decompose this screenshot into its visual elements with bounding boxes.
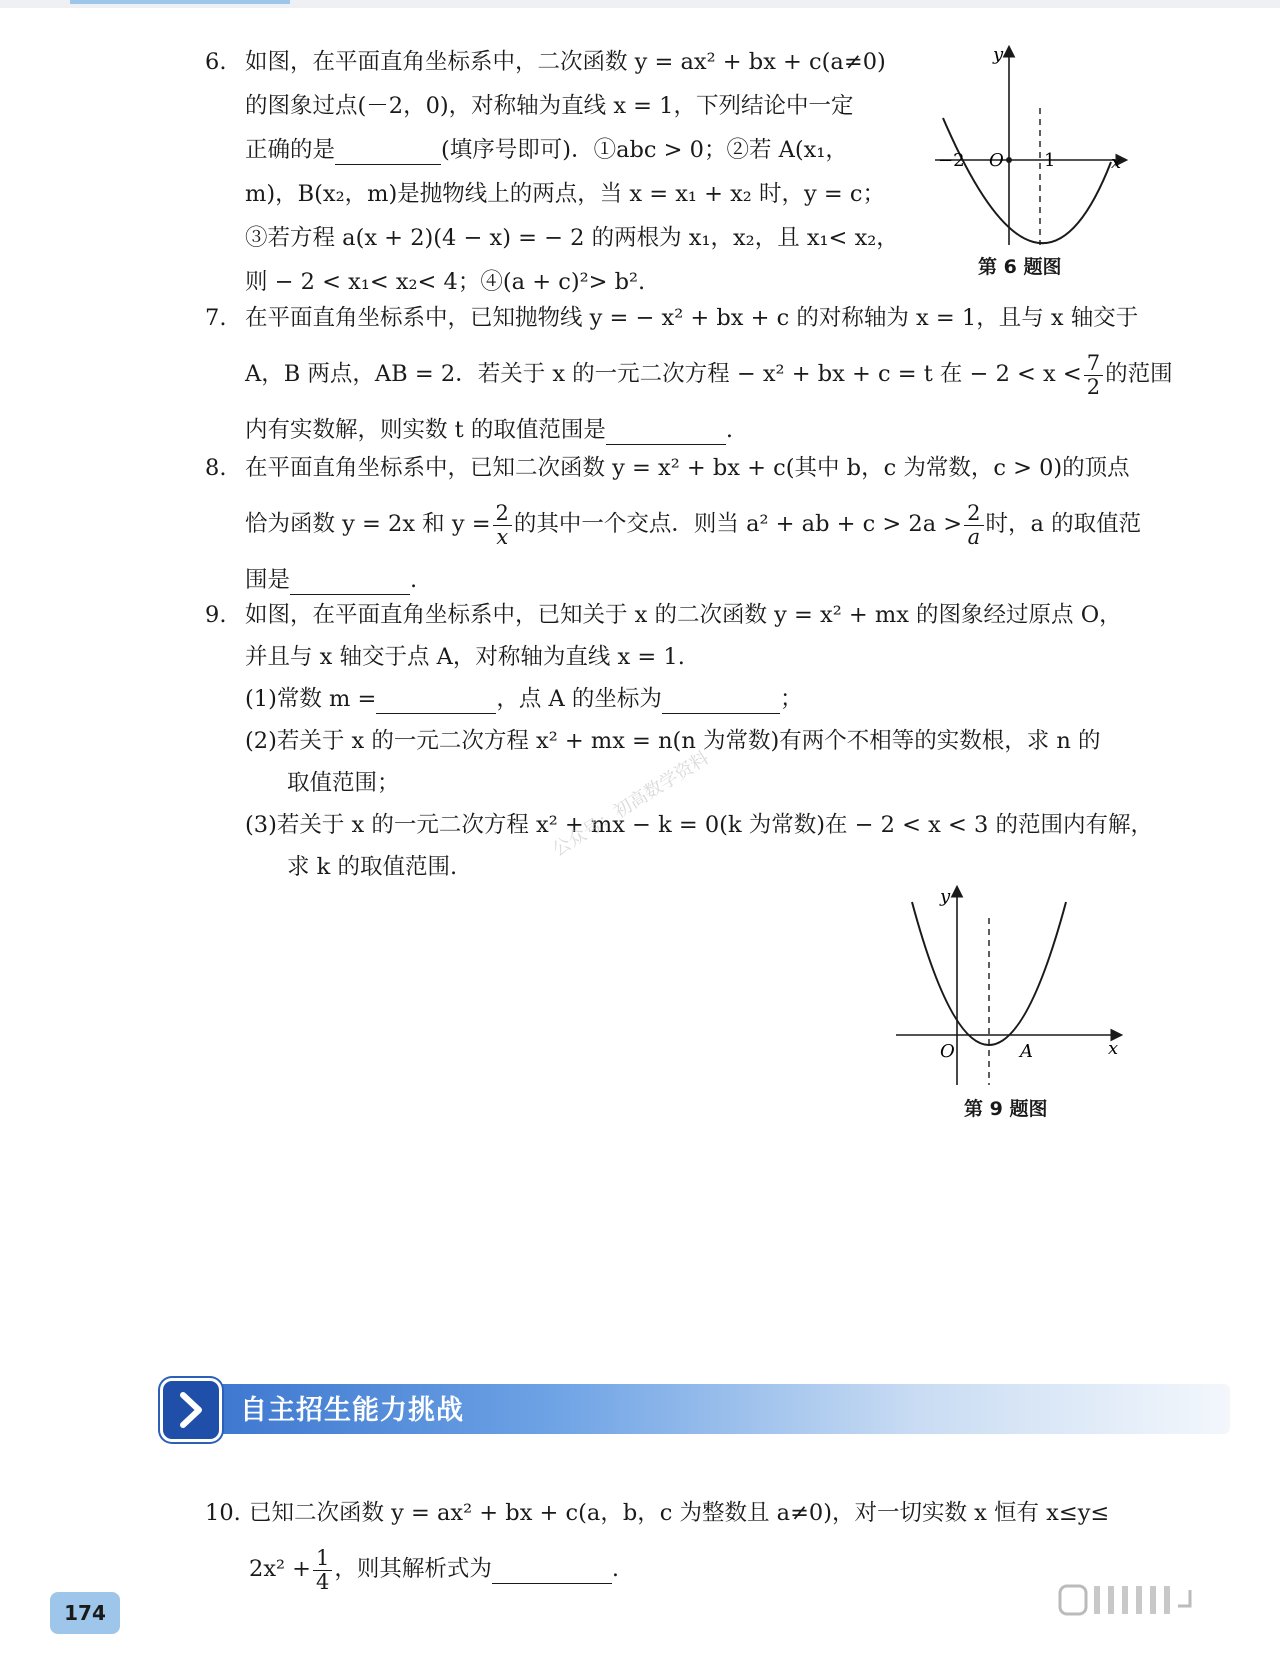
figure-6-graph (925, 40, 1135, 255)
question-part-2: (2)若关于 x 的一元二次方程 x² + mx = n(n 为常数)有两个不相等的实数根，求 n 的 (245, 728, 1101, 754)
question-text-line (245, 496, 1165, 552)
origin-point (1006, 157, 1012, 163)
question-text: . (611, 1556, 620, 1582)
answer-blank[interactable] (492, 1553, 612, 1584)
watermark: 公众号：初高数学资料 (548, 747, 713, 861)
answer-blank[interactable] (290, 564, 410, 595)
question-7 (205, 290, 1173, 458)
question-text-line: 已知二次函数 y = ax² + bx + c(a，b，c 为整数且 a≠0)，对一切实数 x 恒有 x≤y≤ (249, 1500, 1110, 1526)
question-number: 10. (205, 1500, 241, 1526)
question-9 (205, 594, 1165, 888)
question-10 (205, 1485, 1165, 1597)
question-6 (205, 40, 905, 304)
answer-blank-m[interactable] (376, 683, 496, 714)
question-text-line: 的图象过点(－2，0)，对称轴为直线 x = 1，下列结论中一定 (245, 93, 854, 119)
question-text: ，则其解析式为 (334, 1556, 492, 1582)
question-text: 2x² + (249, 1556, 312, 1582)
question-text-line: 在平面直角坐标系中，已知抛物线 y = − x² + bx + c 的对称轴为 x = 1，且与 x 轴交于 (245, 305, 1139, 331)
fraction-denominator: 2 (1086, 374, 1101, 399)
question-number: 6. (205, 49, 227, 75)
question-text-line: 在平面直角坐标系中，已知二次函数 y = x² + bx + c(其中 b，c 为常数，c > 0)的顶点 (245, 455, 1130, 481)
question-text-line: 则 − 2 < x₁< x₂< 4；④(a + c)²> b². (245, 269, 646, 295)
page-number: 174 (50, 1592, 120, 1634)
fraction-denominator: x (496, 524, 509, 549)
fraction-denominator: a (967, 524, 981, 549)
fraction (1084, 352, 1103, 399)
app-logo-icon (1058, 1580, 1198, 1620)
question-text: 的其中一个交点．则当 a² + ab + c > 2a > (513, 511, 963, 537)
x-axis-label: x (1108, 1038, 1119, 1059)
question-text: ，点 A 的坐标为 (496, 686, 662, 712)
question-8 (205, 440, 1165, 608)
x-axis-label: x (1111, 152, 1122, 173)
question-number: 8. (205, 455, 227, 481)
fraction-numerator: 2 (964, 502, 983, 526)
question-part-3-cont: 求 k 的取值范围. (287, 854, 458, 880)
question-text-line (245, 128, 905, 172)
question-text: 内有实数解，则实数 t 的取值范围是 (245, 417, 606, 443)
question-text: 恰为函数 y = 2x 和 y = (245, 511, 491, 537)
question-text: 正确的是 (245, 137, 336, 163)
fraction (313, 1547, 332, 1594)
question-part-2-cont: 取值范围； (287, 770, 400, 796)
fraction-numerator: 2 (493, 502, 512, 526)
question-text: 时，a 的取值范 (985, 511, 1142, 537)
point-a-label: A (1020, 1041, 1033, 1062)
figure-6-caption: 第 6 题图 (978, 256, 1062, 278)
question-part-3: (3)若关于 x 的一元二次方程 x² + mx − k = 0(k 为常数)在 − 2 < x < 3 的范围内有解， (245, 812, 1153, 838)
tick-label-1: 1 (1044, 150, 1056, 171)
fraction-denominator: 4 (316, 1569, 330, 1594)
question-text-line (245, 346, 1173, 402)
question-part-1 (245, 678, 1165, 720)
answer-blank-point-a[interactable] (662, 683, 780, 714)
origin-label: O (989, 150, 1004, 171)
tick-label-neg2: −2 (938, 150, 965, 171)
top-edge-strip (0, 0, 1280, 8)
origin-label: O (940, 1041, 955, 1062)
fraction (964, 502, 983, 549)
question-text-line: 并且与 x 轴交于点 A，对称轴为直线 x = 1. (245, 644, 685, 670)
figure-9-graph (890, 880, 1130, 1090)
question-number: 9. (205, 602, 227, 628)
y-axis-label: y (993, 44, 1004, 65)
question-text-line: ③若方程 a(x + 2)(4 − x) = − 2 的两根为 x₁，x₂，且 x₁< x₂， (245, 225, 899, 251)
question-text: 的范围 (1105, 361, 1173, 387)
fraction-numerator: 7 (1084, 352, 1103, 376)
answer-blank[interactable] (335, 134, 441, 165)
question-text: . (725, 417, 734, 443)
question-number: 7. (205, 305, 227, 331)
section-title: 自主招生能力挑战 (240, 1395, 464, 1426)
question-text: A，B 两点，AB = 2．若关于 x 的一元二次方程 − x² + bx + c = t 在 − 2 < x < (245, 361, 1082, 387)
section-banner (160, 1378, 1250, 1438)
question-text-line (249, 1541, 1165, 1597)
question-text: ； (779, 686, 803, 712)
figure-9-caption: 第 9 题图 (964, 1098, 1048, 1120)
question-text: (填序号即可)．①abc > 0；②若 A(x₁， (441, 137, 848, 163)
question-text-line: 如图，在平面直角坐标系中，已知关于 x 的二次函数 y = x² + mx 的图象经过原点 O， (245, 602, 1122, 628)
question-text: 围是 (245, 567, 291, 593)
question-text-line: 如图，在平面直角坐标系中，二次函数 y = ax² + bx + c(a≠0) (245, 49, 886, 75)
chevron-right-icon (160, 1378, 222, 1442)
parabola-curve (943, 118, 1111, 243)
question-text: (1)常数 m = (245, 686, 377, 712)
fraction-numerator: 1 (313, 1547, 332, 1571)
question-text: . (410, 567, 418, 593)
y-axis-label: y (940, 886, 951, 907)
question-text-line: m)，B(x₂，m)是抛物线上的两点，当 x = x₁ + x₂ 时，y = c； (245, 181, 885, 207)
fraction (493, 502, 512, 549)
